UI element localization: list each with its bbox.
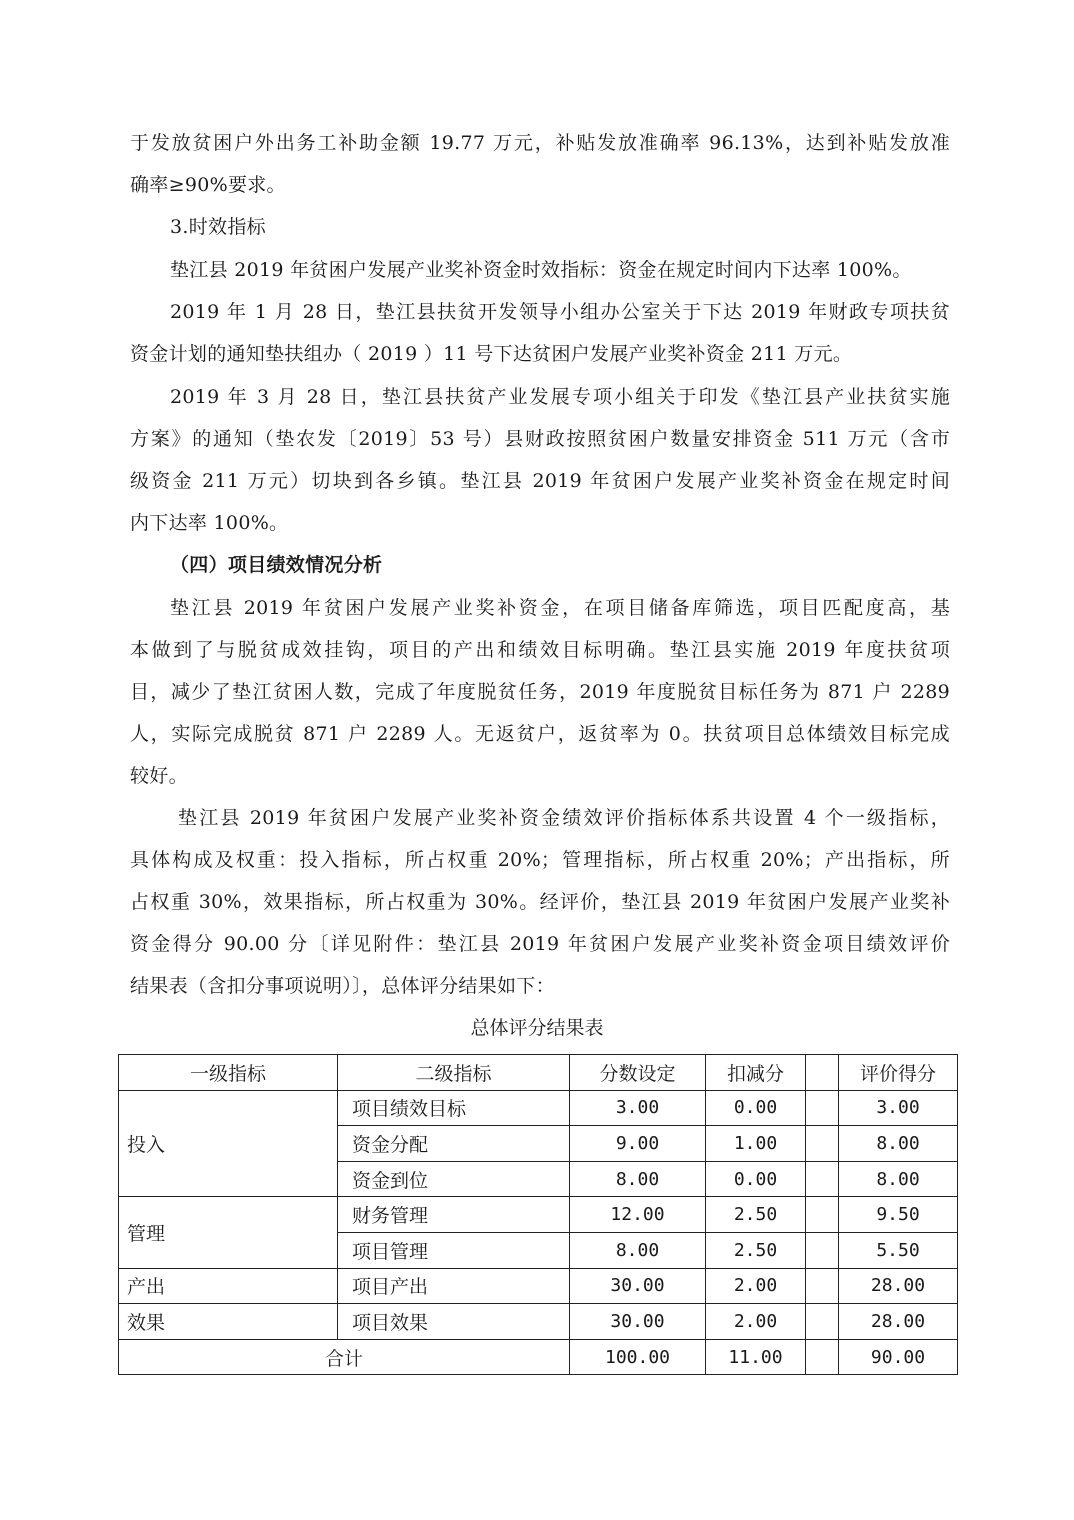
result-cell: 28.00 [839, 1268, 958, 1304]
indicator-cell: 资金到位 [338, 1161, 570, 1197]
group-cell: 产出 [119, 1268, 338, 1304]
empty-cell [806, 1268, 839, 1304]
score-cell: 9.00 [570, 1126, 706, 1162]
indicator-cell: 财务管理 [338, 1197, 570, 1233]
score-cell: 8.00 [570, 1161, 706, 1197]
score-cell: 30.00 [570, 1268, 706, 1304]
indicator-cell: 项目产出 [338, 1268, 570, 1304]
empty-cell [806, 1304, 839, 1340]
deduction-cell: 1.00 [706, 1126, 806, 1162]
paragraph-line: 本做到了与脱贫成效挂钩，项目的产出和绩效目标明确。垫江县实施 2019 年度扶贫项 [130, 639, 950, 661]
paragraph-line: 于发放贫困户外出务工补助金额 19.77 万元，补贴发放准确率 96.13%，达到补贴发放准 [130, 132, 950, 154]
header-cell: 一级指标 [119, 1055, 338, 1091]
empty-cell [806, 1090, 839, 1126]
total-label-cell: 合计 [119, 1339, 570, 1375]
header-cell: 二级指标 [338, 1055, 570, 1091]
indicator-cell: 项目绩效目标 [338, 1090, 570, 1126]
paragraph-line: 级资金 211 万元）切块到各乡镇。垫江县 2019 年贫困户发展产业奖补资金在规定时间 [130, 470, 950, 492]
indicator-cell: 资金分配 [338, 1126, 570, 1162]
empty-cell [806, 1126, 839, 1162]
result-cell: 9.50 [839, 1197, 958, 1233]
header-cell: 扣减分 [706, 1055, 806, 1091]
section-heading-performance-analysis: （四）项目绩效情况分析 [170, 554, 383, 576]
deduction-cell: 2.50 [706, 1197, 806, 1233]
total-deduction-cell: 11.00 [706, 1339, 806, 1375]
header-cell: 评价得分 [839, 1055, 958, 1091]
paragraph-line: 内下达率 100%。 [130, 512, 289, 534]
table-header-row [119, 1055, 958, 1091]
paragraph-line: 垫江县 2019 年贫困户发展产业奖补资金，在项目储备库筛选，项目匹配度高，基 [170, 597, 950, 619]
paragraph-line: 2019 年 1 月 28 日，垫江县扶贫开发领导小组办公室关于下达 2019 年财政专项扶贫 [170, 301, 950, 323]
table-row [119, 1268, 958, 1304]
indicator-cell: 项目管理 [338, 1232, 570, 1268]
result-cell: 8.00 [839, 1161, 958, 1197]
group-cell: 投入 [119, 1090, 338, 1197]
header-cell: 分数设定 [570, 1055, 706, 1091]
total-score-cell: 100.00 [570, 1339, 706, 1375]
paragraph-line: 目，减少了垫江贫困人数，完成了年度脱贫任务，2019 年度脱贫目标任务为 871 户 2289 [130, 681, 950, 703]
header-cell [806, 1055, 839, 1091]
table-caption: 总体评分结果表 [470, 1017, 604, 1039]
group-cell: 效果 [119, 1304, 338, 1340]
deduction-cell: 2.50 [706, 1232, 806, 1268]
paragraph-line: 较好。 [130, 765, 188, 787]
paragraph-line: 方案》的通知（垫农发〔2019〕53 号）县财政按照贫困户数量安排资金 511 万元（含市 [130, 428, 950, 450]
empty-cell [806, 1339, 839, 1375]
paragraph-line: 资金得分 90.00 分〔详见附件：垫江县 2019 年贫困户发展产业奖补资金项目绩效评价 [130, 933, 950, 955]
empty-cell [806, 1197, 839, 1233]
indicator-cell: 项目效果 [338, 1304, 570, 1340]
score-results-table [118, 1054, 958, 1375]
result-cell: 8.00 [839, 1126, 958, 1162]
table-row [119, 1197, 958, 1233]
score-cell: 8.00 [570, 1232, 706, 1268]
deduction-cell: 2.00 [706, 1268, 806, 1304]
paragraph-line: 确率≥90%要求。 [130, 174, 286, 196]
table-row [119, 1304, 958, 1340]
table-row [119, 1090, 958, 1126]
paragraph-line: 具体构成及权重：投入指标，所占权重 20%；管理指标，所占权重 20%；产出指标，所 [130, 849, 950, 871]
score-cell: 12.00 [570, 1197, 706, 1233]
paragraph-line: 垫江县 2019 年贫困户发展产业奖补资金绩效评价指标体系共设置 4 个一级指标， [178, 807, 950, 829]
paragraph-line: 占权重 30%，效果指标，所占权重为 30%。经评价，垫江县 2019 年贫困户发展产业奖补 [130, 891, 950, 913]
deduction-cell: 0.00 [706, 1161, 806, 1197]
score-cell: 3.00 [570, 1090, 706, 1126]
score-cell: 30.00 [570, 1304, 706, 1340]
deduction-cell: 2.00 [706, 1304, 806, 1340]
empty-cell [806, 1232, 839, 1268]
group-cell: 管理 [119, 1197, 338, 1268]
section-heading-timeliness: 3.时效指标 [170, 216, 266, 238]
paragraph-line: 结果表（含扣分事项说明）〕，总体评分结果如下： [130, 975, 555, 997]
paragraph-line: 人，实际完成脱贫 871 户 2289 人。无返贫户，返贫率为 0。扶贫项目总体绩效目标完成 [130, 723, 950, 745]
result-cell: 28.00 [839, 1304, 958, 1340]
table-total-row [119, 1339, 958, 1375]
empty-cell [806, 1161, 839, 1197]
paragraph-line: 2019 年 3 月 28 日，垫江县扶贫产业发展专项小组关于印发《垫江县产业扶贫实施 [170, 386, 950, 408]
total-result-cell: 90.00 [839, 1339, 958, 1375]
result-cell: 5.50 [839, 1232, 958, 1268]
paragraph-line: 垫江县 2019 年贫困户发展产业奖补资金时效指标：资金在规定时间内下达率 100%。 [170, 259, 912, 281]
deduction-cell: 0.00 [706, 1090, 806, 1126]
result-cell: 3.00 [839, 1090, 958, 1126]
paragraph-line: 资金计划的通知垫扶组办（ 2019 ）11 号下达贫困户发展产业奖补资金 211 万元。 [130, 343, 853, 365]
